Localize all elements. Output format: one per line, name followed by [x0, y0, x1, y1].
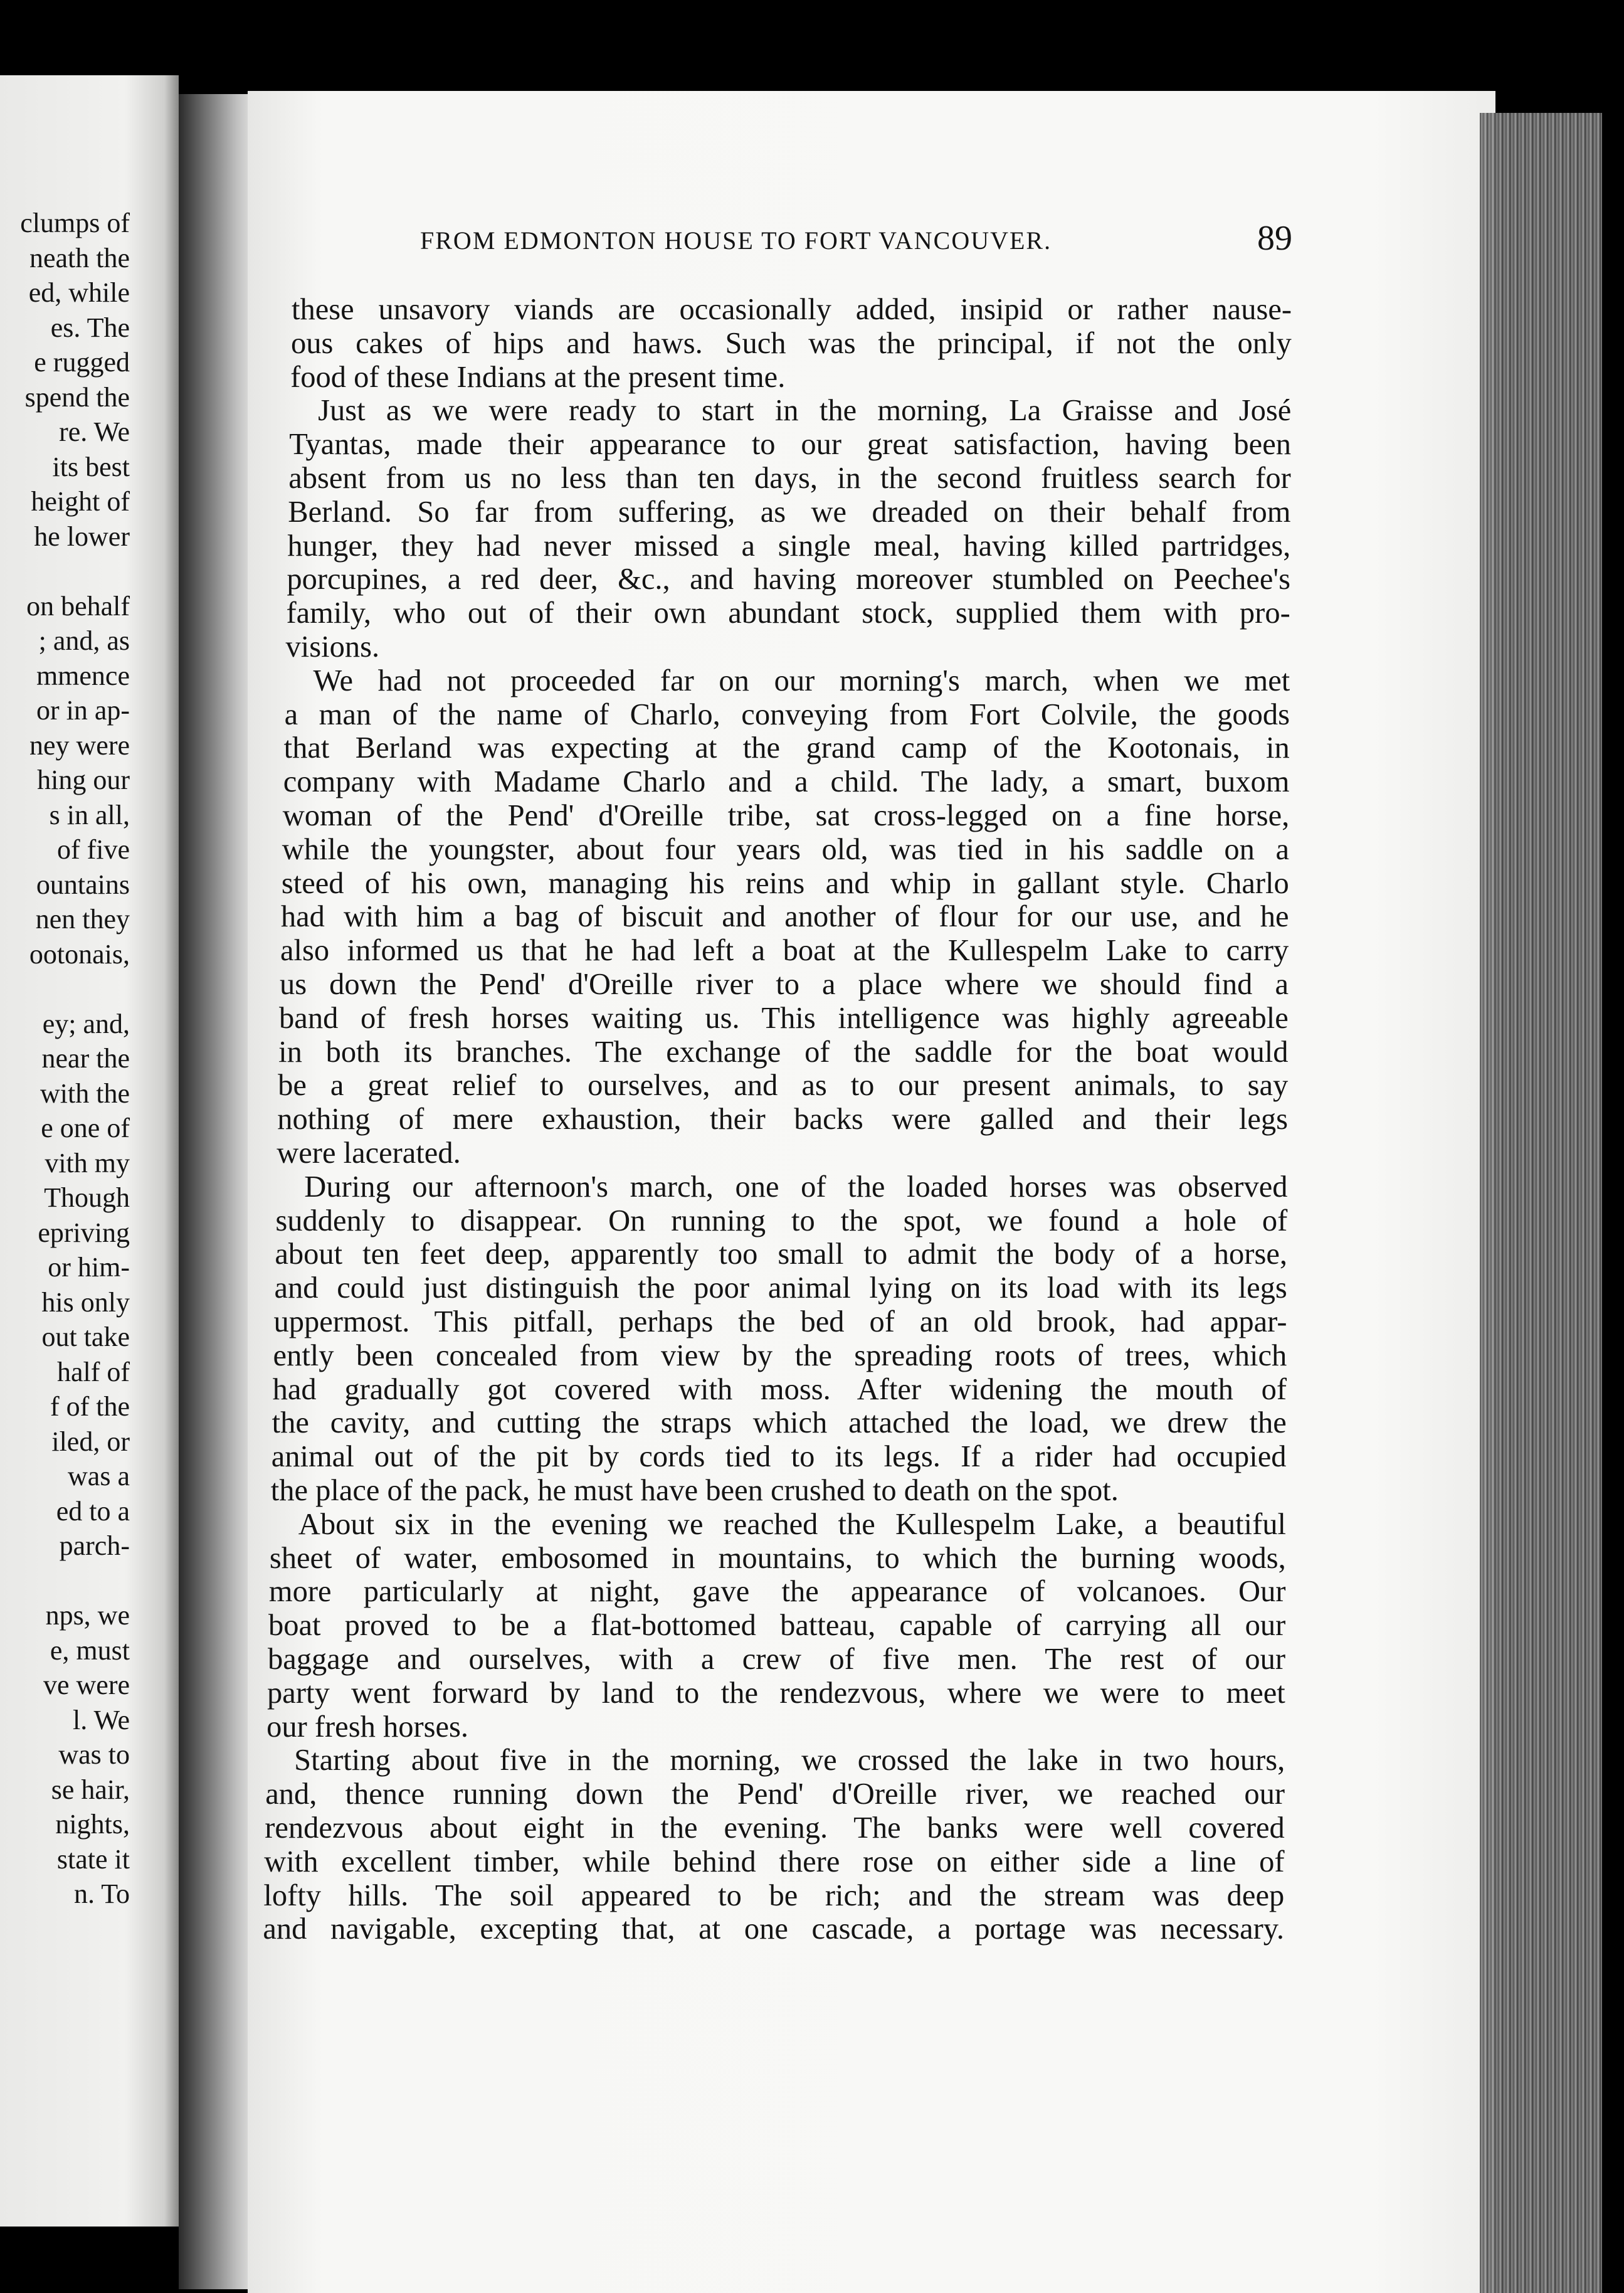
text-line: Tyantas, made their appearance to our great satisfaction, having been — [289, 428, 1291, 462]
left-page-line: hing our — [37, 765, 130, 795]
left-page-line: ve were — [43, 1670, 130, 1700]
text-line: baggage and ourselves, with a crew of five men. The rest of our — [268, 1643, 1285, 1676]
text-line: had with him a bag of biscuit and another of flour for our use, and he — [280, 900, 1289, 934]
left-page-line: nights, — [55, 1809, 130, 1840]
text-line: ous cakes of hips and haws. Such was the principal, if not the only — [291, 326, 1292, 360]
running-head: FROM EDMONTON HOUSE TO FORT VANCOUVER. — [420, 226, 1052, 255]
left-page-line: of five — [56, 834, 130, 865]
text-line: and, thence running down the Pend' d'Oreille river, we reached our — [265, 1777, 1285, 1811]
left-page-line: re. We — [59, 416, 130, 447]
text-line: a man of the name of Charlo, conveying from Fort Colvile, the goods — [284, 697, 1290, 731]
text-line: also informed us that he had left a boat at the Kullespelm Lake to carry — [280, 934, 1289, 968]
left-page-line: e, must — [50, 1634, 130, 1666]
text-line: nothing of mere exhaustion, their backs were galled and their legs — [277, 1103, 1288, 1136]
text-line: the place of the pack, he must have been crushed to death on the spot. — [270, 1474, 1119, 1507]
text-line: Just as we were ready to start in the morning, La Graisse and José — [318, 394, 1292, 428]
text-line: visions. — [285, 630, 380, 664]
left-page-line: e rugged — [34, 347, 130, 378]
text-line: while the youngster, about four years old, was tied in his saddle on a — [282, 832, 1289, 866]
text-line: lofty hills. The soil appeared to be rich; and the stream was deep — [263, 1878, 1285, 1912]
left-page-line: n. To — [73, 1878, 130, 1909]
left-page-line: mmence — [36, 660, 130, 691]
left-page-line: parch- — [59, 1530, 130, 1561]
text-line: sheet of water, embosomed in mountains, to which the burning woods, — [269, 1541, 1286, 1575]
text-line: be a great relief to ourselves, and as to our present animals, to say — [278, 1069, 1289, 1103]
left-page-line: nps, we — [45, 1600, 130, 1631]
text-line: hunger, they had never missed a single meal, having killed partridges, — [287, 529, 1291, 563]
left-page-line: with the — [40, 1078, 130, 1109]
left-page-line: f of the — [50, 1391, 130, 1422]
left-page-line: or in ap- — [36, 695, 130, 726]
previous-page-fragment — [0, 75, 179, 2227]
text-line: and navigable, excepting that, at one cascade, a portage was necessary. — [263, 1912, 1284, 1946]
page-edges — [1480, 113, 1602, 2293]
text-line: ently been concealed from view by the spreading roots of trees, which — [273, 1338, 1287, 1372]
text-line: Starting about five in the morning, we crossed the lake in two hours, — [294, 1744, 1285, 1777]
left-page-line: neath the — [29, 242, 130, 273]
text-line: were lacerated. — [277, 1136, 461, 1170]
text-line: had gradually got covered with moss. After widening the mouth of — [272, 1372, 1287, 1406]
left-page-line: his only — [41, 1286, 130, 1318]
left-page-line: was a — [68, 1461, 130, 1491]
text-line: food of these Indians at the present time. — [290, 360, 786, 394]
left-page-line: es. The — [50, 312, 130, 343]
left-page-line: vith my — [45, 1147, 130, 1178]
text-line: animal out of the pit by cords tied to its legs. If a rider had occupied — [271, 1440, 1287, 1474]
text-line: boat proved to be a flat-bottomed batteau, capable of carrying all our — [268, 1609, 1286, 1643]
left-page-line: se hair, — [51, 1774, 130, 1805]
text-line: band of fresh horses waiting us. This intelligence was highly agreeable — [279, 1001, 1289, 1035]
text-line: family, who out of their own abundant stock, supplied them with pro- — [286, 596, 1290, 630]
text-line: uppermost. This pitfall, perhaps the bed of an old brook, had appar- — [273, 1305, 1287, 1338]
text-line: company with Madame Charlo and a child. The lady, a smart, buxom — [283, 765, 1290, 799]
left-page-line: out take — [41, 1321, 130, 1352]
left-page-line: s in all, — [49, 799, 130, 830]
text-line: porcupines, a red deer, &c., and having moreover stumbled on Peechee's — [287, 563, 1290, 596]
left-page-line: clumps of — [20, 208, 130, 238]
text-line: party went forward by land to the rendezvous, where we were to meet — [267, 1676, 1285, 1710]
left-page-line: state it — [56, 1843, 130, 1875]
text-line: During our afternoon's march, one of the loaded horses was observed — [304, 1170, 1288, 1204]
left-page-line: e one of — [41, 1113, 130, 1143]
left-page-line: near the — [41, 1043, 130, 1074]
left-page-line: spend the — [24, 381, 130, 413]
text-line: absent from us no less than ten days, in the second fruitless search for — [288, 462, 1291, 495]
text-line: About six in the evening we reached the Kullespelm Lake, a beautiful — [298, 1507, 1286, 1541]
left-page-line: on behalf — [26, 590, 130, 622]
text-line: We had not proceeded far on our morning's march, when we met — [313, 664, 1290, 697]
left-page-line: ey; and, — [42, 1008, 130, 1039]
text-line: suddenly to disappear. On running to the spot, we found a hole of — [275, 1204, 1288, 1237]
text-line: more particularly at night, gave the appearance of volcanoes. Our — [268, 1575, 1286, 1609]
left-page-line: ; and, as — [38, 625, 130, 656]
left-page-line: its best — [52, 451, 130, 482]
left-page-line: height of — [31, 486, 130, 517]
text-line: rendezvous about eight in the evening. The banks were well covered — [265, 1811, 1285, 1845]
left-page-line: half of — [56, 1356, 130, 1387]
text-line: steed of his own, managing his reins and whip in gallant style. Charlo — [281, 866, 1289, 900]
left-page-line: or him- — [48, 1252, 130, 1283]
left-page-line: ed to a — [56, 1495, 130, 1527]
text-line: with excellent timber, while behind there rose on either side a line of — [264, 1845, 1285, 1878]
left-page-line: Though — [44, 1182, 130, 1213]
left-page-line: ootonais, — [29, 938, 130, 970]
left-page-line: l. We — [73, 1704, 130, 1735]
page-number: 89 — [1257, 219, 1292, 258]
text-line: in both its branches. The exchange of the saddle for the boat would — [278, 1035, 1289, 1069]
text-line: that Berland was expecting at the grand camp of the Kootonais, in — [283, 731, 1290, 765]
left-page-line: iled, or — [51, 1426, 130, 1457]
left-page-line: ney were — [29, 729, 130, 761]
left-page-line: he lower — [34, 521, 130, 552]
text-line: woman of the Pend' d'Oreille tribe, sat cross-legged on a fine horse, — [282, 799, 1290, 832]
text-line: the cavity, and cutting the straps which attached the load, we drew the — [272, 1406, 1287, 1440]
left-page-line: ountains — [36, 869, 130, 900]
left-page-line: nen they — [35, 904, 130, 935]
left-page-line: epriving — [38, 1217, 130, 1248]
left-page-line: ed, while — [28, 277, 130, 308]
text-line: Berland. So far from suffering, as we dreaded on their behalf from — [288, 495, 1291, 529]
text-line: about ten feet deep, apparently too small to admit the body of a horse, — [275, 1237, 1287, 1271]
text-line: these unsavory viands are occasionally added, insipid or rather nause- — [292, 293, 1292, 326]
text-line: our fresh horses. — [266, 1710, 468, 1744]
text-line: and could just distinguish the poor animal lying on its load with its legs — [274, 1271, 1287, 1305]
text-line: us down the Pend' d'Oreille river to a place where we should find a — [280, 968, 1289, 1001]
left-page-line: was to — [58, 1739, 130, 1770]
